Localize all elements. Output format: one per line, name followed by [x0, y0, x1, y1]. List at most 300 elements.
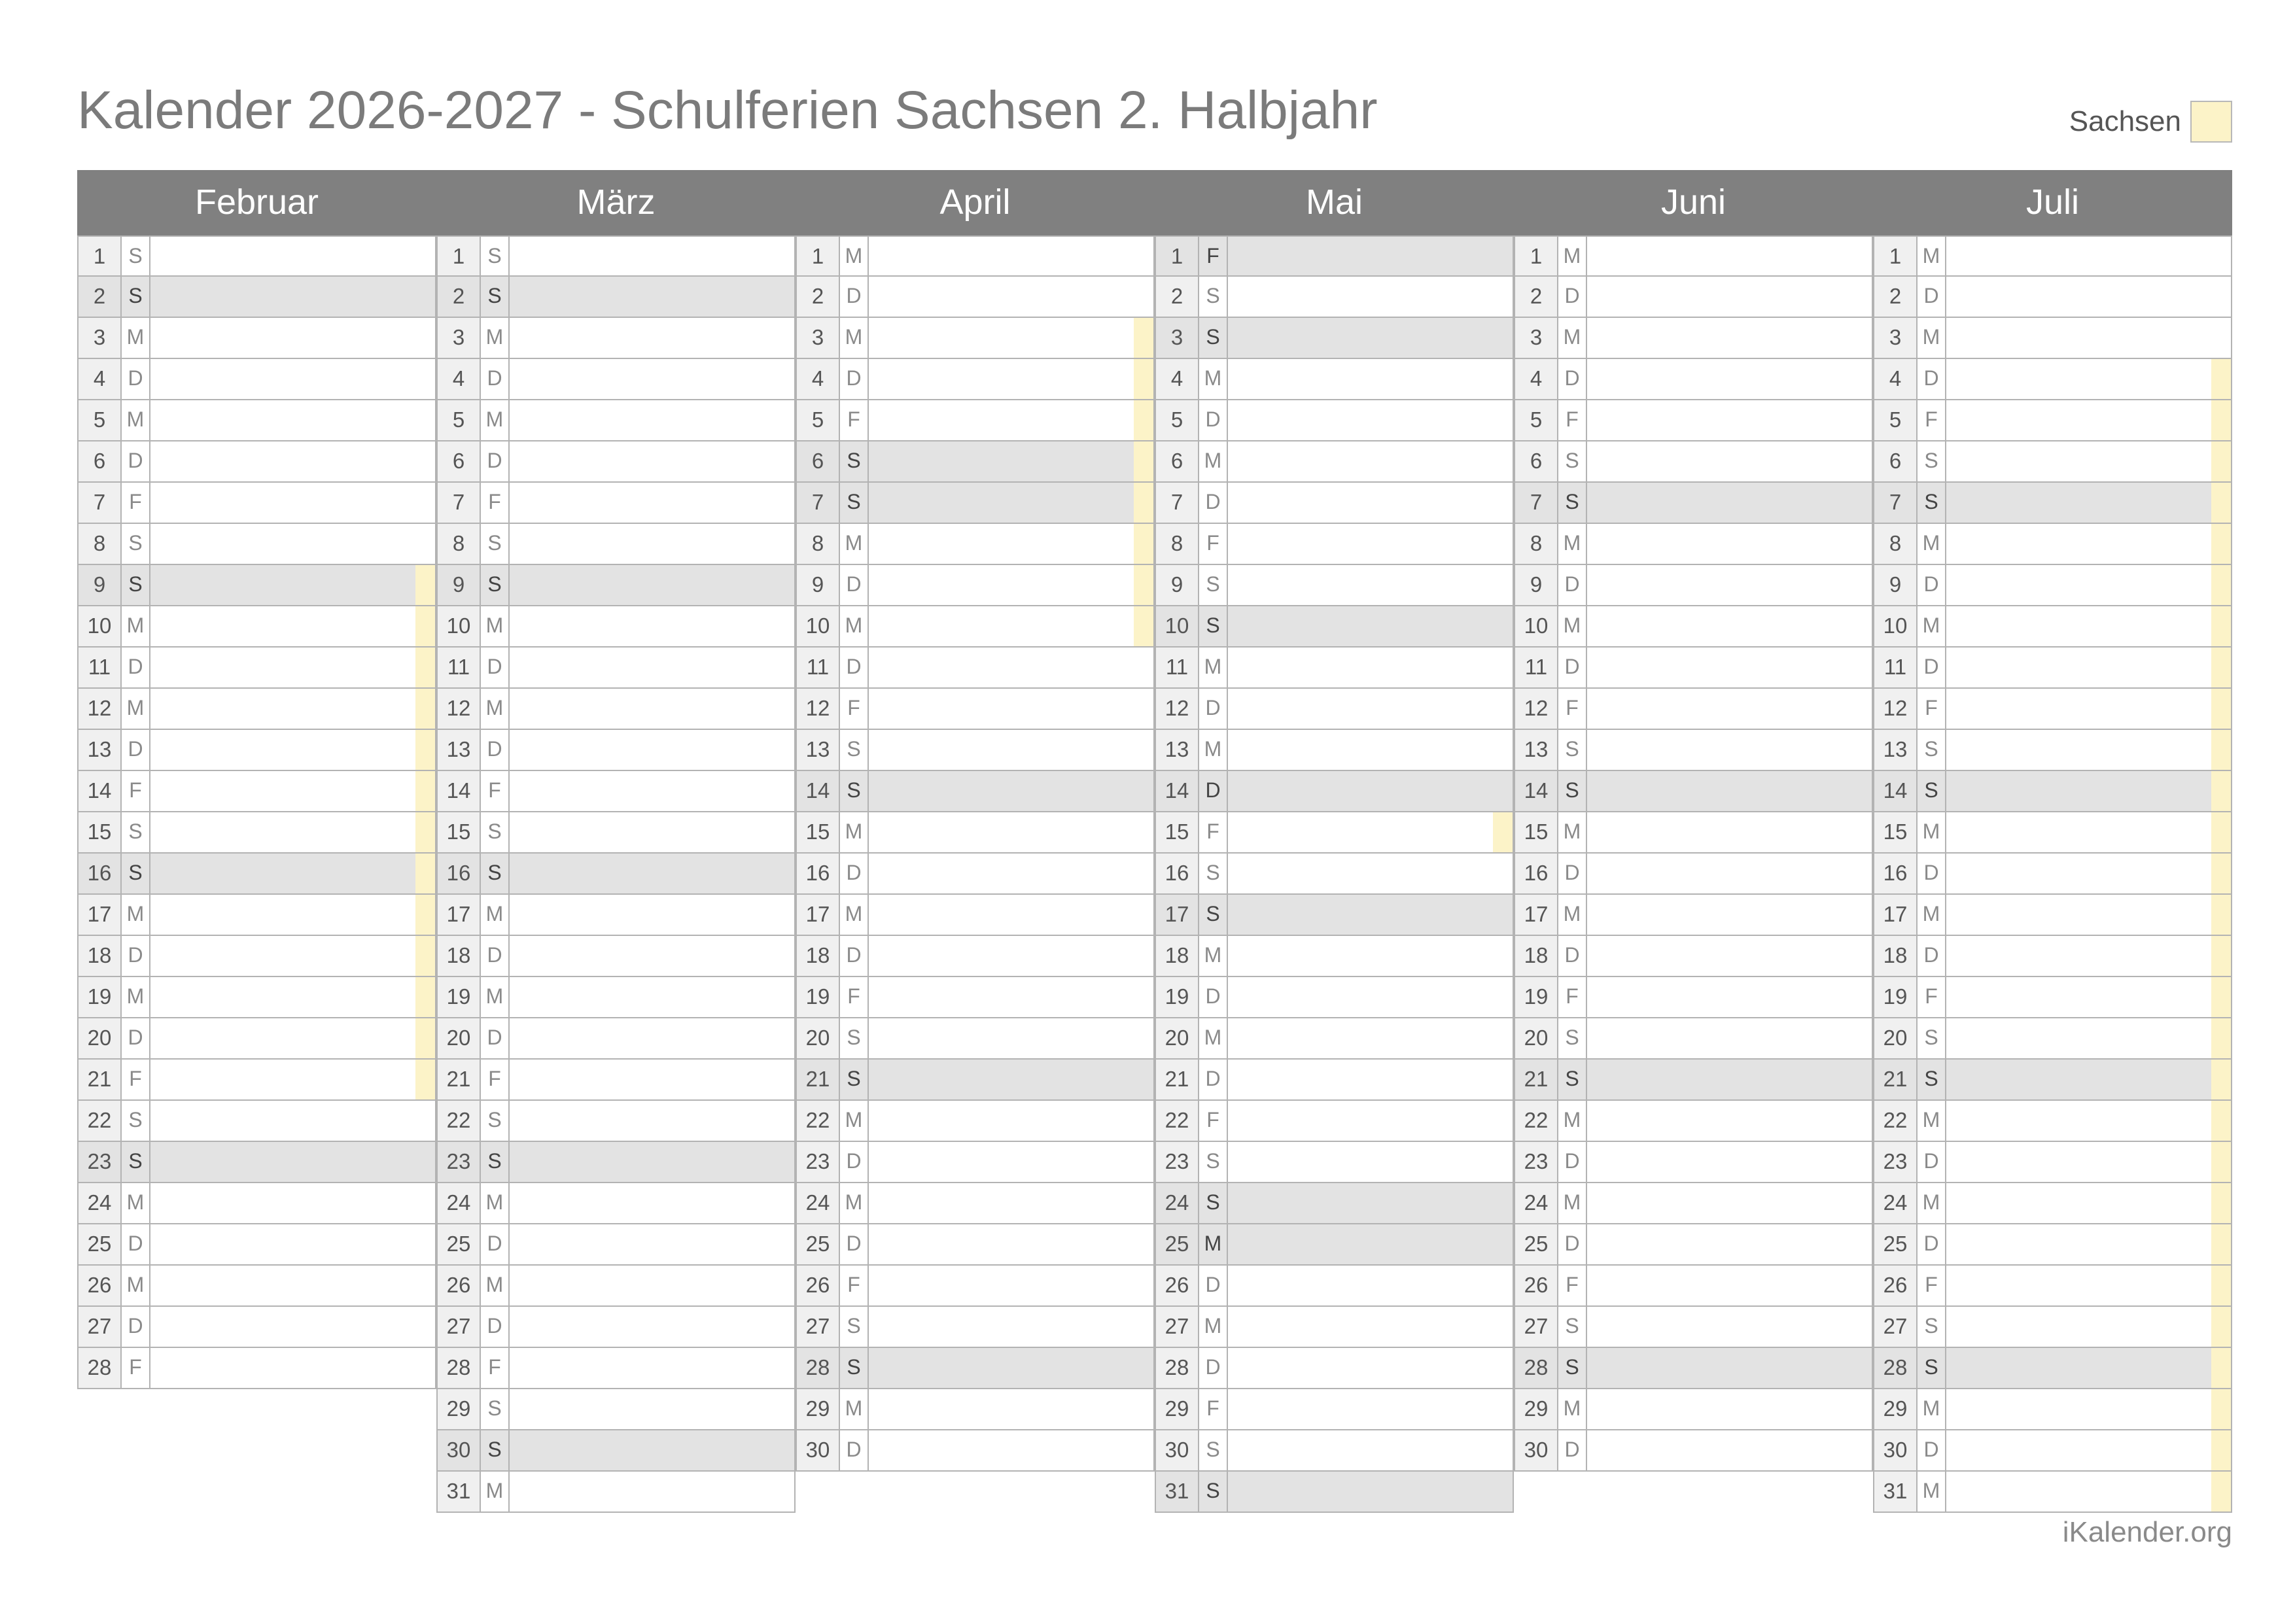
day-note-cell — [869, 318, 1153, 358]
day-row — [436, 1018, 796, 1060]
day-row — [1155, 1389, 1514, 1430]
day-note-cell — [1946, 648, 2231, 687]
weekday-letter: S — [481, 277, 510, 317]
day-number: 19 — [1874, 977, 1918, 1017]
day-number: 10 — [1874, 606, 1918, 646]
day-note-cell — [510, 771, 794, 811]
day-number: 14 — [1874, 771, 1918, 811]
day-note-cell — [869, 812, 1153, 852]
day-number: 2 — [79, 277, 122, 317]
day-number: 20 — [438, 1018, 481, 1058]
day-number: 25 — [1515, 1224, 1558, 1264]
day-number: 8 — [79, 524, 122, 564]
day-number: 21 — [797, 1060, 840, 1099]
day-number: 12 — [1874, 689, 1918, 729]
day-note-cell — [150, 1142, 435, 1182]
holiday-marker — [415, 1060, 435, 1099]
day-note-cell — [510, 1101, 794, 1141]
day-row — [436, 936, 796, 977]
weekday-letter: D — [481, 441, 510, 481]
day-number: 11 — [79, 648, 122, 687]
day-note-cell — [1228, 1224, 1513, 1264]
day-number: 27 — [797, 1307, 840, 1347]
day-note-cell — [510, 936, 794, 976]
holiday-marker — [2211, 1307, 2231, 1347]
day-number: 8 — [1515, 524, 1558, 564]
day-number: 19 — [797, 977, 840, 1017]
day-number: 9 — [1156, 565, 1199, 605]
weekday-letter: S — [840, 1018, 869, 1058]
weekday-letter: S — [122, 277, 150, 317]
day-row — [1514, 936, 1873, 977]
day-note-cell — [1587, 565, 1872, 605]
weekday-letter: M — [481, 1183, 510, 1223]
day-row — [1873, 1060, 2232, 1101]
weekday-letter: D — [481, 1307, 510, 1347]
day-number: 19 — [1156, 977, 1199, 1017]
day-note-cell — [510, 237, 794, 275]
day-number: 6 — [79, 441, 122, 481]
weekday-letter: M — [122, 895, 150, 935]
day-note-cell — [869, 1018, 1153, 1058]
day-note-cell — [1228, 359, 1513, 399]
day-note-cell — [150, 606, 435, 646]
holiday-marker — [2211, 812, 2231, 852]
day-number: 13 — [79, 730, 122, 770]
day-row — [436, 1142, 796, 1183]
month-header-row — [77, 170, 2232, 235]
day-number: 4 — [438, 359, 481, 399]
day-number: 7 — [438, 483, 481, 523]
weekday-letter: S — [481, 854, 510, 893]
weekday-letter: M — [1918, 895, 1946, 935]
day-row — [436, 689, 796, 730]
weekday-letter: S — [122, 812, 150, 852]
day-number: 26 — [797, 1266, 840, 1305]
day-note-cell — [150, 483, 435, 523]
day-number: 30 — [1874, 1430, 1918, 1470]
weekday-letter: M — [1199, 1307, 1228, 1347]
day-row — [1155, 1472, 1514, 1513]
day-number: 6 — [797, 441, 840, 481]
weekday-letter: M — [1558, 606, 1587, 646]
day-number: 27 — [438, 1307, 481, 1347]
day-row — [796, 1266, 1155, 1307]
day-number: 13 — [1156, 730, 1199, 770]
holiday-marker — [2211, 1183, 2231, 1223]
weekday-letter: D — [840, 648, 869, 687]
weekday-letter: S — [1199, 565, 1228, 605]
day-row — [1873, 277, 2232, 318]
day-row — [796, 1389, 1155, 1430]
footer-brand: iKalender.org — [2062, 1516, 2232, 1548]
day-row — [77, 1224, 436, 1266]
weekday-letter: M — [1199, 936, 1228, 976]
day-row — [1514, 1266, 1873, 1307]
weekday-letter: S — [1558, 441, 1587, 481]
day-row — [436, 441, 796, 483]
day-note-cell — [1587, 1101, 1872, 1141]
holiday-marker — [2211, 1348, 2231, 1388]
day-row — [1873, 318, 2232, 359]
day-number: 27 — [79, 1307, 122, 1347]
day-note-cell — [869, 895, 1153, 935]
day-row — [1155, 854, 1514, 895]
day-row — [77, 483, 436, 524]
weekday-letter: M — [840, 1183, 869, 1223]
day-row — [1514, 895, 1873, 936]
day-row — [1514, 524, 1873, 565]
day-row — [796, 812, 1155, 854]
weekday-letter: F — [1918, 689, 1946, 729]
weekday-letter: S — [1918, 730, 1946, 770]
day-note-cell — [869, 977, 1153, 1017]
weekday-letter: D — [1918, 854, 1946, 893]
day-row — [1873, 524, 2232, 565]
weekday-letter: D — [1558, 1430, 1587, 1470]
day-row — [1873, 648, 2232, 689]
day-number: 15 — [1874, 812, 1918, 852]
weekday-letter: F — [1199, 524, 1228, 564]
holiday-marker — [2211, 936, 2231, 976]
weekday-letter: D — [840, 277, 869, 317]
day-row — [1155, 318, 1514, 359]
day-note-cell — [1946, 277, 2231, 317]
day-number: 22 — [1874, 1101, 1918, 1141]
weekday-letter: S — [122, 854, 150, 893]
day-number: 12 — [79, 689, 122, 729]
day-row — [796, 689, 1155, 730]
day-row — [1155, 441, 1514, 483]
day-note-cell — [510, 854, 794, 893]
day-row — [1873, 689, 2232, 730]
day-note-cell — [510, 1430, 794, 1470]
weekday-letter: S — [1199, 854, 1228, 893]
weekday-letter: D — [1199, 689, 1228, 729]
day-row — [1155, 277, 1514, 318]
holiday-marker — [2211, 1224, 2231, 1264]
day-number: 20 — [1874, 1018, 1918, 1058]
day-row — [436, 483, 796, 524]
day-note-cell — [510, 1307, 794, 1347]
day-note-cell — [150, 277, 435, 317]
day-note-cell — [1946, 936, 2231, 976]
day-row — [796, 771, 1155, 812]
day-row — [796, 441, 1155, 483]
day-row — [1873, 1101, 2232, 1142]
weekday-letter: S — [1918, 1018, 1946, 1058]
day-note-cell — [869, 1266, 1153, 1305]
holiday-marker — [2211, 565, 2231, 605]
day-number: 24 — [79, 1183, 122, 1223]
day-number: 16 — [797, 854, 840, 893]
day-number: 23 — [79, 1142, 122, 1182]
weekday-letter: F — [1199, 237, 1228, 275]
weekday-letter: S — [1558, 771, 1587, 811]
day-row — [1873, 1430, 2232, 1472]
day-number: 13 — [797, 730, 840, 770]
weekday-letter: S — [1199, 895, 1228, 935]
weekday-letter: D — [1558, 277, 1587, 317]
weekday-letter: S — [1918, 1060, 1946, 1099]
day-number: 16 — [1515, 854, 1558, 893]
day-note-cell — [150, 648, 435, 687]
weekday-letter: D — [481, 936, 510, 976]
day-number: 5 — [1156, 400, 1199, 440]
day-note-cell — [1946, 524, 2231, 564]
day-row — [1155, 936, 1514, 977]
day-note-cell — [869, 854, 1153, 893]
day-number: 21 — [1156, 1060, 1199, 1099]
day-number: 12 — [797, 689, 840, 729]
day-number: 24 — [1874, 1183, 1918, 1223]
weekday-letter: S — [481, 1430, 510, 1470]
day-row — [77, 524, 436, 565]
weekday-letter: F — [840, 1266, 869, 1305]
day-number: 9 — [797, 565, 840, 605]
day-row — [1514, 854, 1873, 895]
weekday-letter: F — [840, 689, 869, 729]
day-note-cell — [1228, 1183, 1513, 1223]
day-row — [1873, 1307, 2232, 1348]
weekday-letter: M — [1199, 648, 1228, 687]
day-note-cell — [1587, 606, 1872, 646]
month-column — [77, 235, 436, 1389]
day-note-cell — [150, 1266, 435, 1305]
day-number: 16 — [1156, 854, 1199, 893]
day-note-cell — [150, 936, 435, 976]
day-number: 14 — [79, 771, 122, 811]
day-number: 5 — [1515, 400, 1558, 440]
weekday-letter: S — [481, 1389, 510, 1429]
day-note-cell — [1587, 483, 1872, 523]
legend-label: Sachsen — [2069, 105, 2181, 137]
day-row — [1514, 1224, 1873, 1266]
day-number: 15 — [79, 812, 122, 852]
weekday-letter: S — [1918, 441, 1946, 481]
day-note-cell — [1946, 1183, 2231, 1223]
weekday-letter: M — [481, 895, 510, 935]
day-note-cell — [150, 854, 435, 893]
day-number: 27 — [1874, 1307, 1918, 1347]
day-number: 11 — [438, 648, 481, 687]
day-note-cell — [1228, 318, 1513, 358]
day-row — [1514, 441, 1873, 483]
day-note-cell — [869, 1307, 1153, 1347]
day-number: 11 — [1156, 648, 1199, 687]
day-number: 28 — [438, 1348, 481, 1388]
weekday-letter: M — [1918, 524, 1946, 564]
weekday-letter: M — [1558, 237, 1587, 275]
weekday-letter: S — [481, 1101, 510, 1141]
day-row — [77, 318, 436, 359]
weekday-letter: S — [122, 1142, 150, 1182]
day-note-cell — [510, 1266, 794, 1305]
day-number: 18 — [79, 936, 122, 976]
day-number: 20 — [1156, 1018, 1199, 1058]
day-note-cell — [1228, 895, 1513, 935]
month-name: Juni — [1660, 182, 1726, 222]
day-row — [1873, 483, 2232, 524]
day-row — [1514, 812, 1873, 854]
holiday-marker — [415, 812, 435, 852]
weekday-letter: M — [122, 1183, 150, 1223]
weekday-letter: D — [1918, 1430, 1946, 1470]
weekday-letter: S — [840, 1307, 869, 1347]
day-row — [1155, 565, 1514, 606]
day-number: 16 — [1874, 854, 1918, 893]
day-number: 7 — [1874, 483, 1918, 523]
day-number: 4 — [1156, 359, 1199, 399]
weekday-letter: S — [481, 524, 510, 564]
weekday-letter: D — [1918, 565, 1946, 605]
day-row — [1155, 1430, 1514, 1472]
day-row — [1514, 1183, 1873, 1224]
holiday-marker — [2211, 1142, 2231, 1182]
day-note-cell — [510, 1018, 794, 1058]
day-row — [796, 277, 1155, 318]
holiday-marker — [1493, 812, 1513, 852]
day-note-cell — [1587, 812, 1872, 852]
day-number: 22 — [438, 1101, 481, 1141]
weekday-letter: S — [481, 237, 510, 275]
weekday-letter: F — [1558, 1266, 1587, 1305]
day-note-cell — [510, 812, 794, 852]
weekday-letter: M — [1558, 1101, 1587, 1141]
weekday-letter: S — [1558, 1307, 1587, 1347]
day-row — [1873, 1266, 2232, 1307]
day-row — [77, 854, 436, 895]
day-number: 10 — [1156, 606, 1199, 646]
weekday-letter: S — [840, 771, 869, 811]
holiday-marker — [415, 689, 435, 729]
weekday-letter: D — [481, 1018, 510, 1058]
weekday-letter: F — [481, 1348, 510, 1388]
day-note-cell — [869, 400, 1153, 440]
day-note-cell — [150, 565, 435, 605]
weekday-letter: S — [122, 237, 150, 275]
day-note-cell — [1587, 854, 1872, 893]
day-row — [436, 1183, 796, 1224]
calendar-grid — [77, 170, 2232, 1513]
weekday-letter: M — [481, 1266, 510, 1305]
day-note-cell — [1946, 359, 2231, 399]
day-note-cell — [1587, 1348, 1872, 1388]
day-note-cell — [1946, 730, 2231, 770]
day-row — [1514, 565, 1873, 606]
holiday-marker — [2211, 1430, 2231, 1470]
day-number: 14 — [1156, 771, 1199, 811]
day-number: 25 — [79, 1224, 122, 1264]
day-note-cell — [869, 689, 1153, 729]
weekday-letter: M — [840, 318, 869, 358]
day-note-cell — [1228, 689, 1513, 729]
day-number: 28 — [797, 1348, 840, 1388]
day-row — [1873, 1348, 2232, 1389]
day-note-cell — [1946, 1101, 2231, 1141]
holiday-marker — [415, 606, 435, 646]
day-note-cell — [869, 771, 1153, 811]
day-row — [1514, 235, 1873, 277]
day-note-cell — [1228, 1266, 1513, 1305]
weekday-letter: M — [122, 689, 150, 729]
month-columns — [77, 235, 2232, 1513]
weekday-letter: S — [1918, 483, 1946, 523]
day-number: 3 — [438, 318, 481, 358]
day-note-cell — [869, 1224, 1153, 1264]
day-note-cell — [150, 1183, 435, 1223]
day-row — [1873, 771, 2232, 812]
day-row — [436, 565, 796, 606]
holiday-marker — [1134, 606, 1153, 646]
day-row — [1155, 483, 1514, 524]
day-number: 1 — [797, 237, 840, 275]
day-number: 31 — [1874, 1472, 1918, 1512]
day-row — [796, 606, 1155, 648]
day-note-cell — [1587, 277, 1872, 317]
holiday-marker — [415, 771, 435, 811]
weekday-letter: M — [1199, 730, 1228, 770]
day-row — [1155, 1307, 1514, 1348]
day-note-cell — [510, 1060, 794, 1099]
day-note-cell — [150, 812, 435, 852]
day-row — [796, 318, 1155, 359]
weekday-letter: F — [481, 483, 510, 523]
day-row — [1514, 606, 1873, 648]
day-row — [796, 1430, 1155, 1472]
day-number: 26 — [1156, 1266, 1199, 1305]
day-row — [77, 730, 436, 771]
day-row — [796, 359, 1155, 400]
day-note-cell — [1587, 237, 1872, 275]
weekday-letter: M — [1918, 1389, 1946, 1429]
day-note-cell — [1228, 1307, 1513, 1347]
day-number: 18 — [438, 936, 481, 976]
day-note-cell — [1587, 1183, 1872, 1223]
day-row — [1155, 1060, 1514, 1101]
day-note-cell — [1946, 1389, 2231, 1429]
day-number: 5 — [1874, 400, 1918, 440]
day-note-cell — [1587, 1224, 1872, 1264]
weekday-letter: D — [481, 359, 510, 399]
day-number: 5 — [438, 400, 481, 440]
day-note-cell — [869, 936, 1153, 976]
day-row — [1514, 648, 1873, 689]
day-number: 21 — [79, 1060, 122, 1099]
day-number: 16 — [438, 854, 481, 893]
weekday-letter: S — [1199, 1472, 1228, 1512]
weekday-letter: M — [481, 318, 510, 358]
day-note-cell — [1228, 1348, 1513, 1388]
day-row — [1514, 1142, 1873, 1183]
day-number: 19 — [438, 977, 481, 1017]
day-number: 23 — [1874, 1142, 1918, 1182]
day-number: 2 — [1156, 277, 1199, 317]
day-number: 21 — [1515, 1060, 1558, 1099]
day-note-cell — [1228, 1142, 1513, 1182]
day-row — [77, 895, 436, 936]
day-row — [436, 648, 796, 689]
day-row — [1873, 359, 2232, 400]
weekday-letter: M — [122, 1266, 150, 1305]
weekday-letter: M — [1199, 1224, 1228, 1264]
weekday-letter: D — [122, 1307, 150, 1347]
day-note-cell — [150, 524, 435, 564]
day-number: 26 — [1874, 1266, 1918, 1305]
day-number: 23 — [438, 1142, 481, 1182]
holiday-marker — [2211, 1472, 2231, 1512]
day-note-cell — [1946, 1060, 2231, 1099]
